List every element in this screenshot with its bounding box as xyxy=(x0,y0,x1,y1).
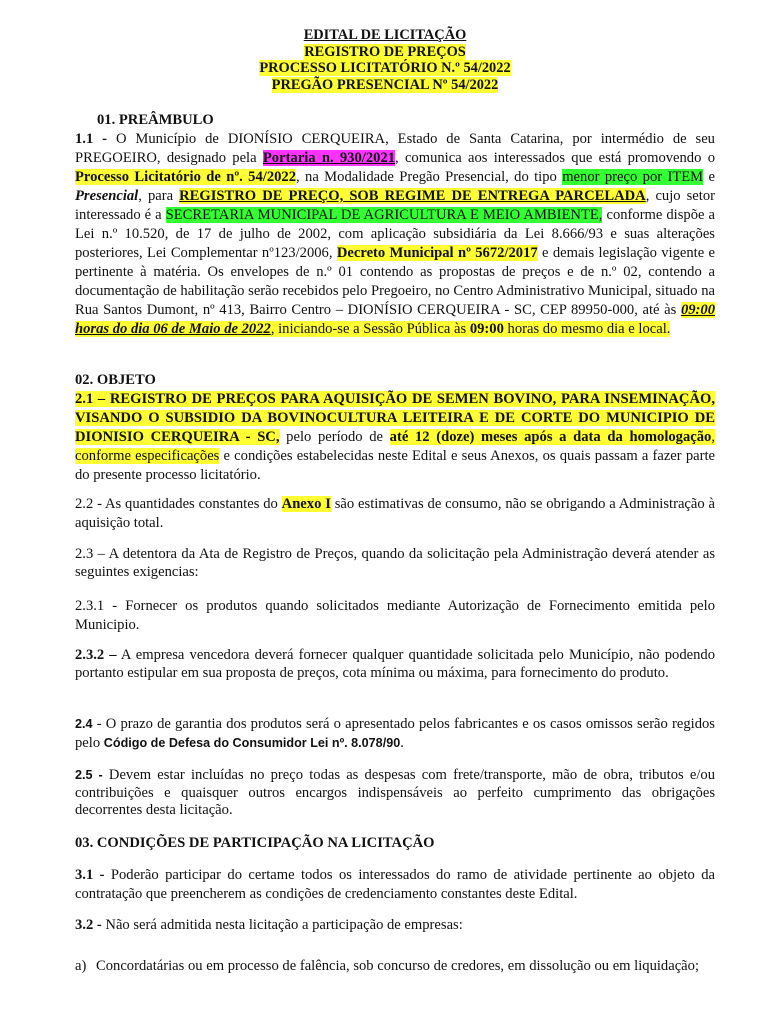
paragraph-2-3-1: 2.3.1 - Fornecer os produtos quando solicitados mediante Autorização de Fornecimento emitida pelo Municipio. xyxy=(75,598,715,633)
paragraph-2-4: 2.4 - O prazo de garantia dos produtos será o apresentado pelos fabricantes e os casos omissos serão regidos pelo Código de Defesa do Consumidor Lei nº. 8.078/90. xyxy=(75,716,715,751)
paragraph-2-2: 2.2 - As quantidades constantes do Anexo I são estimativas de consumo, não se obrigando a Administração à aquisição total. xyxy=(75,496,715,531)
paragraph-1-1: 1.1 - O Município de DIONÍSIO CERQUEIRA, Estado de Santa Catarina, por intermédio de seu PREGOEIRO, designado pela Portaria n. 930/2021, comunica aos interessados que está promovendo o Processo Licitatório de nº. 54/2022, na Modalidade Pregão Presencial, do tipo menor preço por ITEM e Presencial, para REGISTRO DE PREÇO, SOB REGIME DE ENTREGA PARCELADA, cujo setor interessado é a SECRETARIA MUNICIPAL DE AGRICULTURA E MEIO AMBIENTE, conforme dispõe a Lei n.º 10.520, de 17 de julho de 2002, com aplicação subsidiária da Lei 8.666/93 e suas alterações posteriores, Lei Complementar nº123/2006, Decreto Municipal nº 5672/2017 e demais legislação vigente e pertinente à matéria. Os envelopes de n.º 01 contendo as propostas de preços e de n.º 02, contendo a documentação de habilitação serão recebidos pelo Pregoeiro, no Centro Administrativo Municipal, situado na Rua Santos Dumont, nº 413, Bairro Centro – DIONÍSIO CERQUEIRA - SC, CEP 89950-000, até às 09:00 horas do dia 06 de Maio de 2022, iniciando-se a Sessão Pública às 09:00 horas do mesmo dia e local. xyxy=(75,131,715,337)
document-header xyxy=(0,27,770,93)
header-title: EDITAL DE LICITAÇÃO xyxy=(303,27,467,43)
list-item xyxy=(75,958,715,976)
section-objeto xyxy=(75,371,715,485)
header-pregao: PREGÃO PRESENCIAL Nº 54/2022 xyxy=(271,76,499,93)
paragraph-2-5: 2.5 - Devem estar incluídas no preço todas as despesas com frete/transporte, mão de obra, tributos e/ou contribuições e quaisquer outros encargos indispensáveis ao perfeito cumprimento das obrigações decorrentes desta licitação. xyxy=(75,767,715,818)
list-item-label: a) xyxy=(75,958,87,974)
paragraph-2-1: 2.1 – REGISTRO DE PREÇOS PARA AQUISIÇÃO DE SEMEN BOVINO, PARA INSEMINAÇÃO, VISANDO O SUBSIDIO DA BOVINOCULTURA LEITEIRA E DE CORTE DO MUNICIPIO DE DIONISIO CERQUEIRA - SC, pelo período de até 12 (doze) meses após a data da homologação, conforme especificações e condições estabelecidas neste Edital e seus Anexos, os quais passam a fazer parte do presente processo licitatório. xyxy=(75,391,715,483)
list-item-text: Concordatárias ou em processo de falência, sob concurso de credores, em dissolução ou em liquidação; xyxy=(96,958,700,974)
paragraph-3-2: 3.2 - Não será admitida nesta licitação a participação de empresas: xyxy=(75,917,463,933)
section-title-condicoes: 03. CONDIÇÕES DE PARTICIPAÇÃO NA LICITAÇÃO xyxy=(75,835,435,851)
paragraph-2-3-2: 2.3.2 – A empresa vencedora deverá fornecer qualquer quantidade solicitada pelo Município, não podendo portanto estipular em sua proposta de preços, cota mínima ou máxima, para fornecimento do produto. xyxy=(75,647,715,681)
section-condicoes xyxy=(75,834,715,853)
paragraph-3-1: 3.1 - Poderão participar do certame todos os interessados do ramo de atividade pertinente ao objeto da contratação que preencherem as condições de credenciamento constantes deste Edital. xyxy=(75,867,715,902)
header-processo: PROCESSO LICITATÓRIO N.º 54/2022 xyxy=(259,60,511,76)
section-title-preambulo: 01. PREÂMBULO xyxy=(97,112,214,128)
section-title-objeto: 02. OBJETO xyxy=(75,372,156,388)
section-preambulo xyxy=(75,111,715,339)
header-registro: REGISTRO DE PREÇOS xyxy=(304,43,466,60)
paragraph-2-3: 2.3 – A detentora da Ata de Registro de Preços, quando da solicitação pela Administração deverá atender as seguintes exigencias: xyxy=(75,546,715,580)
